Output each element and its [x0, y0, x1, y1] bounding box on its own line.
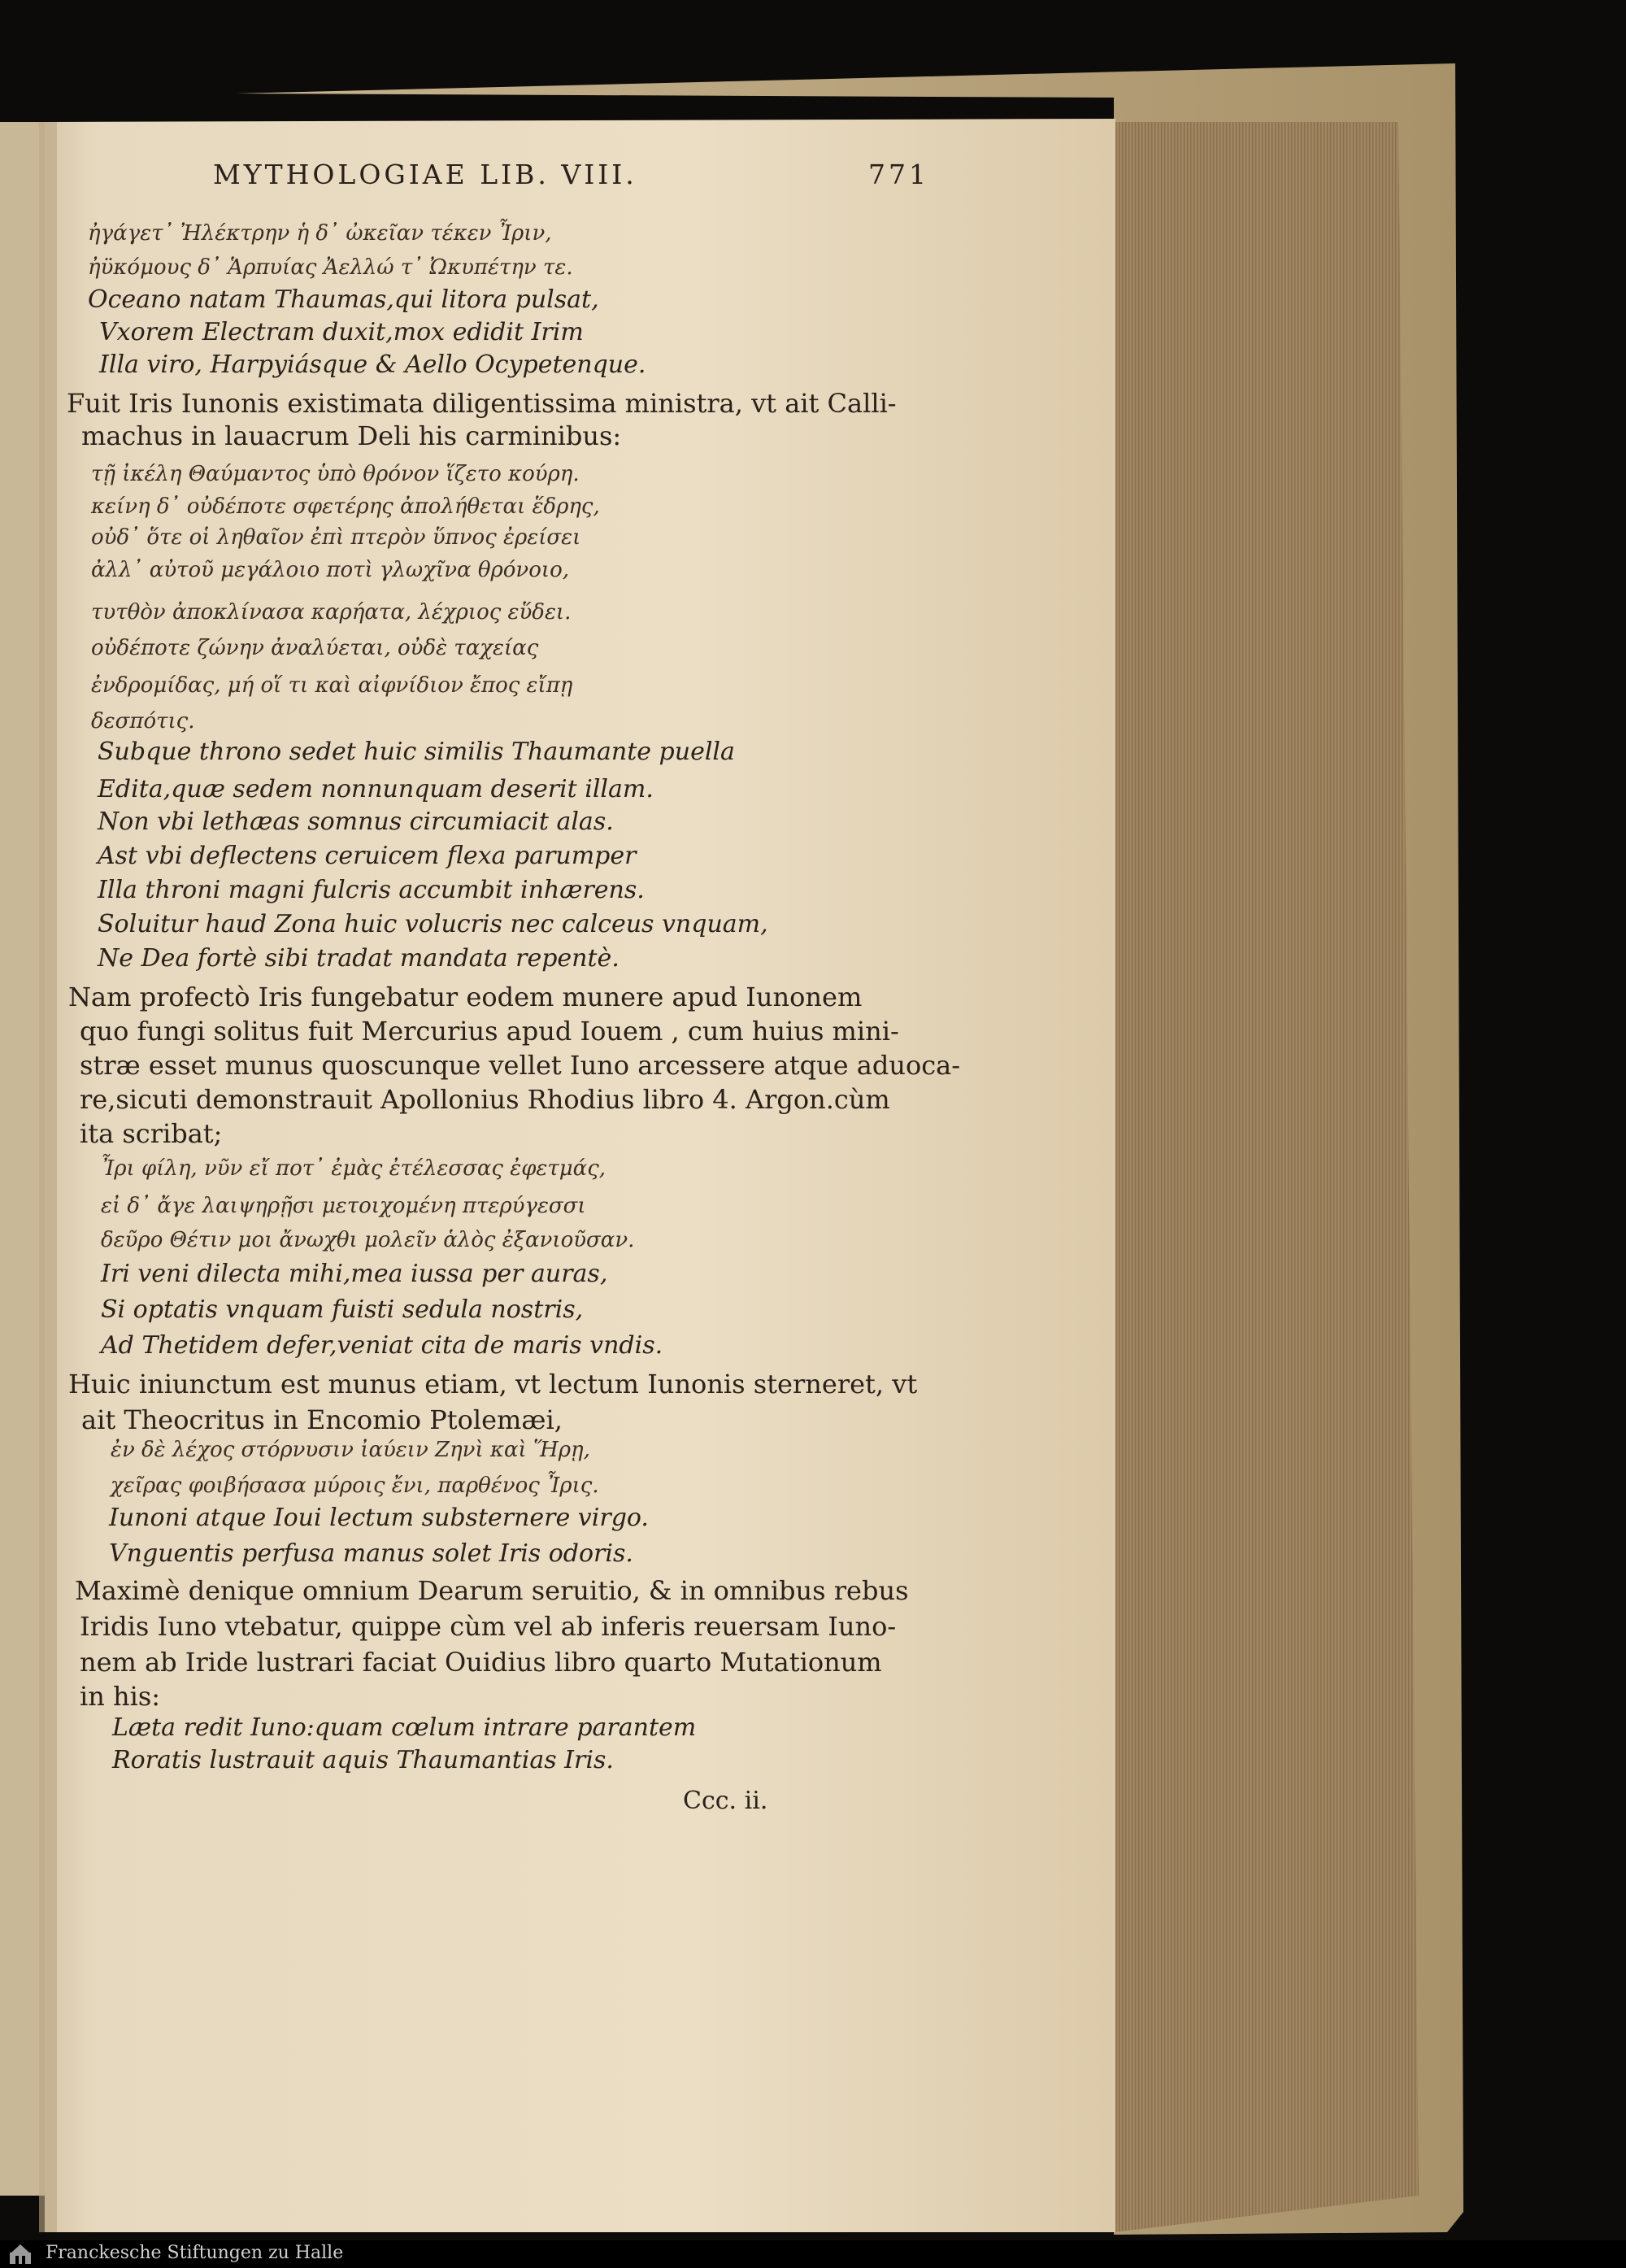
text-line: Iri veni dilecta mihi,mea iussa per auras,: [101, 1260, 608, 1288]
institution-credit: Franckesche Stiftungen zu Halle: [46, 2243, 344, 2263]
text-line: Ne Dea fortè sibi tradat mandata repentè.: [98, 944, 620, 973]
text-line: τῇ ἰκέλη Θαύμαντος ὑπὸ θρόνον ἵζετο κούρη.: [91, 462, 580, 486]
text-line: quo fungi solitus fuit Mercurius apud Iouem , cum huius mini-: [80, 1016, 899, 1047]
text-line: Roratis lustrauit aquis Thaumantias Iris.: [112, 1746, 614, 1774]
text-line: ἠϋκόμους δ᾽ Ἁρπυίας Ἀελλώ τ᾽ Ὠκυπέτην τε.: [88, 255, 573, 280]
text-line: Soluitur haud Zona huic volucris nec calceus vnquam,: [98, 910, 768, 938]
text-line: Vxorem Electram duxit,mox edidit Irim: [99, 318, 584, 346]
signature-mark: Ccc. ii.: [683, 1787, 768, 1815]
text-line: Ἶρι φίλη, νῦν εἴ ποτ᾽ ἐμὰς ἐτέλεσσας ἐφετμάς,: [101, 1156, 606, 1181]
text-line: Si optatis vnquam fuisti sedula nostris,: [101, 1295, 584, 1324]
text-line: ἠγάγετ᾽ Ἠλέκτρην ἡ δ᾽ ὠκεῖαν τέκεν Ἶριν,: [88, 221, 552, 246]
page-number: 771: [868, 159, 929, 190]
text-line: Illa viro, Harpyiásque & Aello Ocypetenque.: [99, 350, 646, 379]
text-line: χεῖρας φοιβήσασα μύροις ἔνι, παρθένος Ἶρις.: [111, 1474, 599, 1498]
text-line: οὐδ᾽ ὅτε οἱ ληθαῖον ἐπὶ πτερὸν ὕπνος ἐρείσει: [91, 525, 581, 550]
text-line: τυτθὸν ἀποκλίνασα καρήατα, λέχριος εὕδει.: [91, 600, 572, 625]
text-line: Nam profectò Iris fungebatur eodem munere apud Iunonem: [68, 982, 863, 1012]
text-line: nem ab Iride lustrari faciat Ouidius libro quarto Mutationum: [80, 1647, 882, 1678]
text-line: Maximè denique omnium Dearum seruitio, & in omnibus rebus: [75, 1575, 909, 1606]
text-line: ἐνδρομίδας, μή οἵ τι καὶ αἰφνίδιον ἔπος εἴπῃ: [91, 673, 573, 698]
text-line: Subque throno sedet huic similis Thaumante puella: [98, 738, 735, 766]
text-line: Oceano natam Thaumas,qui litora pulsat,: [88, 285, 599, 314]
text-line: Non vbi lethæas somnus circumiacit alas.: [98, 808, 614, 836]
text-line: Ad Thetidem defer,veniat cita de maris vndis.: [101, 1331, 663, 1360]
text-line: ἀλλ᾽ αὐτοῦ μεγάλοιο ποτὶ γλωχῖνα θρόνοιο,: [91, 558, 569, 582]
text-line: ἐν δὲ λέχος στόρνυσιν ἰαύειν Ζηνὶ καὶ Ἥρῃ,: [111, 1438, 590, 1462]
text-line: stræ esset munus quoscunque vellet Iuno arcessere atque aduoca-: [80, 1050, 961, 1081]
text-line: Fuit Iris Iunonis existimata diligentissima ministra, vt ait Calli-: [67, 388, 897, 419]
text-line: machus in lauacrum Deli his carminibus:: [81, 420, 622, 451]
text-line: Vnguentis perfusa manus solet Iris odoris.: [109, 1539, 633, 1568]
text-line: Iunoni atque Ioui lectum substernere virgo.: [109, 1504, 649, 1532]
text-line: Læta redit Iuno:quam cœlum intrare parantem: [112, 1713, 697, 1742]
text-line: Edita,quæ sedem nonnunquam deserit illam.: [98, 775, 654, 803]
text-line: δεῦρο Θέτιν μοι ἄνωχθι μολεῖν ἁλὸς ἐξανιοῦσαν.: [101, 1228, 635, 1252]
text-line: κείνη δ᾽ οὐδέποτε σφετέρης ἀπολήθεται ἕδρης,: [91, 494, 600, 519]
text-line: ait Theocritus in Encomio Ptolemæi,: [81, 1404, 563, 1435]
text-line: Iridis Iuno vtebatur, quippe cùm vel ab inferis reuersam Iuno-: [80, 1611, 897, 1642]
text-line: Illa throni magni fulcris accumbit inhærens.: [98, 876, 645, 904]
text-line: in his:: [80, 1681, 161, 1712]
text-line: εἰ δ᾽ ἄγε λαιψηρῇσι μετοιχομένη πτερύγεσσι: [101, 1194, 586, 1218]
text-line: ita scribat;: [80, 1118, 223, 1149]
text-line: δεσπότις.: [91, 709, 195, 734]
text-line: Ast vbi deflectens ceruicem flexa parumper: [98, 842, 637, 870]
text-line: re,sicuti demonstrauit Apollonius Rhodius libro 4. Argon.cùm: [80, 1084, 890, 1115]
running-title: MYTHOLOGIAE LIB. VIII.: [213, 159, 637, 190]
text-line: οὐδέποτε ζώνην ἀναλύεται, οὐδὲ ταχείας: [91, 636, 539, 660]
text-line: Huic iniunctum est munus etiam, vt lectum Iunonis sterneret, vt: [68, 1369, 918, 1400]
institution-logo-icon: [8, 2243, 33, 2266]
